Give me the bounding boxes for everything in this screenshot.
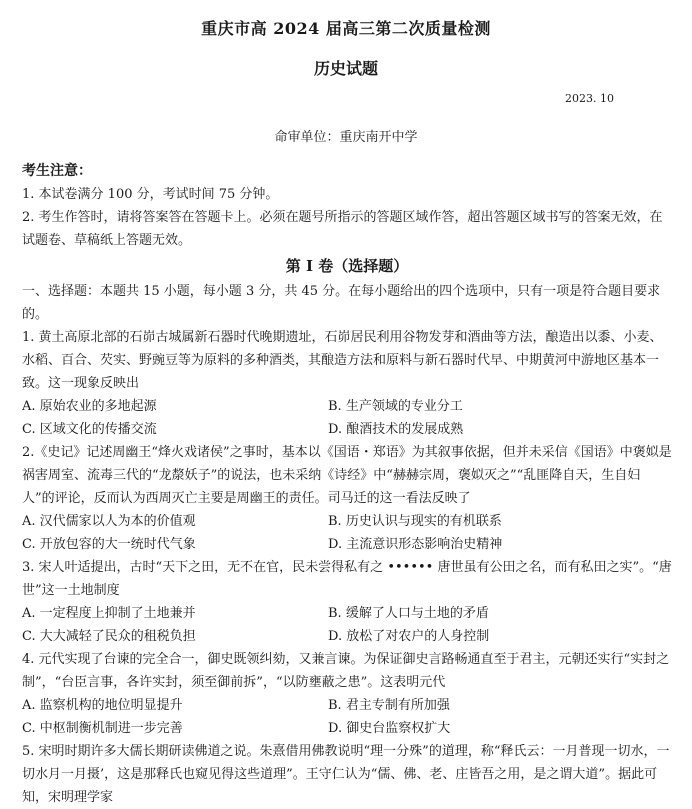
option-c: C. 大大减轻了民众的租税负担 <box>22 629 196 644</box>
option-b: B. 缓解了人口与土地的矛盾 <box>328 606 489 621</box>
exam-subtitle: 历史试题 <box>313 59 378 78</box>
question-5 <box>22 740 672 809</box>
question-3 <box>22 556 672 648</box>
option-b: B. 历史认识与现实的有机联系 <box>328 514 502 529</box>
notice-heading: 考生注意： <box>22 163 92 179</box>
option-c: C. 区域文化的传播交流 <box>22 422 157 437</box>
section-instructions: 一、选择题：本题共 15 小题，每小题 3 分，共 45 分。在每小题给出的四个选项中，只有一项是符合题目要求的。 <box>22 284 661 322</box>
question-stem: 5. 宋明时期许多大儒长期研读佛道之说。朱熹借用佛教说明“理一分殊”的道理，称“释氏云：一月普现一切水，一切水月一月摄’，这是那释氏也窥见得这些道理”。王守仁认为“儒、佛、老、庄皆吾之用，是之谓大道”。据此可知，宋明理学家 <box>22 744 670 805</box>
option-a: A. 一定程度上抑制了土地兼并 <box>22 606 196 621</box>
section-title: 第 I 卷（选择题） <box>285 257 409 275</box>
question-4 <box>22 648 672 740</box>
question-options <box>22 694 672 740</box>
exam-title: 重庆市高 2024 届高三第二次质量检测 <box>201 19 491 38</box>
option-a: A. 原始农业的多地起源 <box>22 399 157 414</box>
option-a: A. 监察机构的地位明显提升 <box>22 698 183 713</box>
option-d: D. 御史台监察权扩大 <box>328 721 451 736</box>
question-stem: 3. 宋人叶适提出，古时“天下之田，无不在官，民未尝得私有之 •••••• 唐世虽有公田之名，而有私田之实”。“唐世”这一土地制度 <box>22 560 672 598</box>
question-stem: 2.《史记》记述周幽王“烽火戏诸侯”之事时，基本以《国语・郑语》为其叙事依据，但并未采信《国语》中褒姒是祸害周室、流毒三代的“龙漦妖子”的说法，也未采纳《诗经》中“赫赫宗周，褒姒灭之”“乱匪降自天，生自妇人”的评论，反而认为西周灭亡主要是周幽王的责任。司马迁的这一看法反映了 <box>22 445 672 506</box>
question-stem: 1. 黄土高原北部的石峁古城属新石器时代晚期遗址，石峁居民利用谷物发芽和酒曲等方法，酿造出以黍、小麦、水稻、百合、芡实、野豌豆等为原料的多种酒类，其酿造方法和原料与新石器时代早、中期黄河中游地区基本一致。这一现象反映出 <box>22 330 663 391</box>
option-a: A. 汉代儒家以人为本的价值观 <box>22 514 196 529</box>
option-d: D. 主流意识形态影响治史精神 <box>328 537 503 552</box>
option-d: D. 酿酒技术的发展成熟 <box>328 422 464 437</box>
option-b: B. 君主专制有所加强 <box>328 698 450 713</box>
option-b: B. 生产领域的专业分工 <box>328 399 463 414</box>
exam-unit: 命审单位：重庆南开中学 <box>274 130 418 145</box>
question-stem: 4. 元代实现了台谏的完全合一，御史既领纠劾，又兼言谏。为保证御史言路畅通直至于君主，元朝还实行“实封之制”，“台臣言事，各许实封，须至御前拆”，“以防壅蔽之患”。这表明元代 <box>22 652 670 690</box>
notice-item: 2. 考生作答时，请将答案答在答题卡上。必须在题号所指示的答题区域作答，超出答题区域书写的答案无效，在试题卷、草稿纸上答题无效。 <box>22 210 663 248</box>
option-c: C. 开放包容的大一统时代气象 <box>22 537 196 552</box>
exam-date: 2023. 10 <box>565 92 614 105</box>
option-d: D. 放松了对农户的人身控制 <box>328 629 490 644</box>
exam-content <box>22 160 672 809</box>
question-1 <box>22 326 672 441</box>
question-options <box>22 395 672 441</box>
question-2 <box>22 441 672 556</box>
question-options <box>22 602 672 648</box>
option-c: C. 中枢制衡机制进一步完善 <box>22 721 183 736</box>
question-options <box>22 510 672 556</box>
notice-item: 1. 本试卷满分 100 分，考试时间 75 分钟。 <box>22 187 279 202</box>
